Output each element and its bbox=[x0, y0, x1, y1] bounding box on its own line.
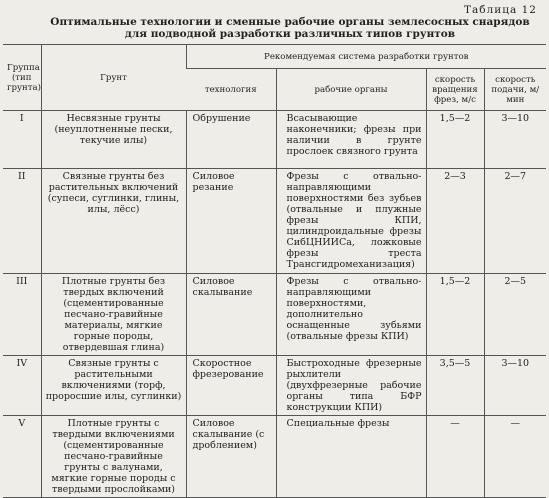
table-row bbox=[3, 111, 546, 169]
rotation-cell: 2—3 bbox=[426, 169, 484, 274]
soil-technology-table bbox=[3, 44, 546, 498]
organs-cell: Фрезы с отвально-направляющими поверхностями, дополнительно оснащенные зубьями (отвальные фрезы КПИ) bbox=[276, 274, 426, 356]
feed-cell: 3—10 bbox=[484, 111, 546, 169]
rotation-cell: 1,5—2 bbox=[426, 111, 484, 169]
soil-cell: Плотные грунты без твердых включений (сцементированные песчано-гравийные материалы, мягкие горные породы, отвердевшая глина) bbox=[41, 274, 186, 356]
header-technology: технология bbox=[186, 69, 276, 111]
header-group: Группа (тип грунта) bbox=[3, 45, 41, 111]
table-row bbox=[3, 356, 546, 416]
organs-cell: Специальные фрезы bbox=[276, 416, 426, 498]
group-cell: II bbox=[3, 169, 41, 274]
technology-cell: Силовое скалывание (с дроблением) bbox=[186, 416, 276, 498]
header-feed: скорость подачи, м/мин bbox=[484, 69, 546, 111]
feed-cell: 3—10 bbox=[484, 356, 546, 416]
technology-cell: Скоростное фрезерование bbox=[186, 356, 276, 416]
organs-cell: Фрезы с отвально-направляющими поверхностями без зубьев (отвальные и плужные фрезы КПИ, цилиндроидальные фрезы СибЦНИИСа, ложковые фрезы треста Трансгидромеханизация) bbox=[276, 169, 426, 274]
group-cell: V bbox=[3, 416, 41, 498]
table-caption: Оптимальные технологии и сменные рабочие органы землесосных снарядов для подводной разработки различных типов грунтов bbox=[50, 16, 530, 40]
technology-cell: Обрушение bbox=[186, 111, 276, 169]
header-recommended: Рекомендуемая система разработки грунтов bbox=[186, 45, 546, 69]
rotation-cell: 3,5—5 bbox=[426, 356, 484, 416]
soil-cell: Несвязные грунты (неуплотненные пески, текучие илы) bbox=[41, 111, 186, 169]
rotation-cell: — bbox=[426, 416, 484, 498]
table-row bbox=[3, 416, 546, 498]
feed-cell: 2—5 bbox=[484, 274, 546, 356]
group-cell: IV bbox=[3, 356, 41, 416]
organs-cell: Быстроходные фрезерные рыхлители (двухфрезерные рабочие органы типа БФР конструкции КПИ) bbox=[276, 356, 426, 416]
group-cell: III bbox=[3, 274, 41, 356]
table-row bbox=[3, 274, 546, 356]
soil-cell: Связные грунты без растительных включений (супеси, суглинки, глины, илы, лёсс) bbox=[41, 169, 186, 274]
rotation-cell: 1,5—2 bbox=[426, 274, 484, 356]
soil-cell: Связные грунты с растительными включениями (торф, проросшие илы, суглинки) bbox=[41, 356, 186, 416]
table-number: Таблица 12 bbox=[464, 4, 537, 16]
header-row-1 bbox=[3, 45, 546, 69]
header-rotation: скорость вращения фрез, м/с bbox=[426, 69, 484, 111]
header-soil: Грунт bbox=[41, 45, 186, 111]
soil-cell: Плотные грунты с твердыми включениями (сцементированные песчано-гравийные грунты с валунами, мягкие горные породы с твердыми прослойками) bbox=[41, 416, 186, 498]
technology-cell: Силовое резание bbox=[186, 169, 276, 274]
group-cell: I bbox=[3, 111, 41, 169]
organs-cell: Всасывающие наконечники; фрезы при наличии в грунте прослоек связного грунта bbox=[276, 111, 426, 169]
feed-cell: 2—7 bbox=[484, 169, 546, 274]
feed-cell: — bbox=[484, 416, 546, 498]
table-row bbox=[3, 169, 546, 274]
header-organs: рабочие органы bbox=[276, 69, 426, 111]
technology-cell: Силовое скалывание bbox=[186, 274, 276, 356]
